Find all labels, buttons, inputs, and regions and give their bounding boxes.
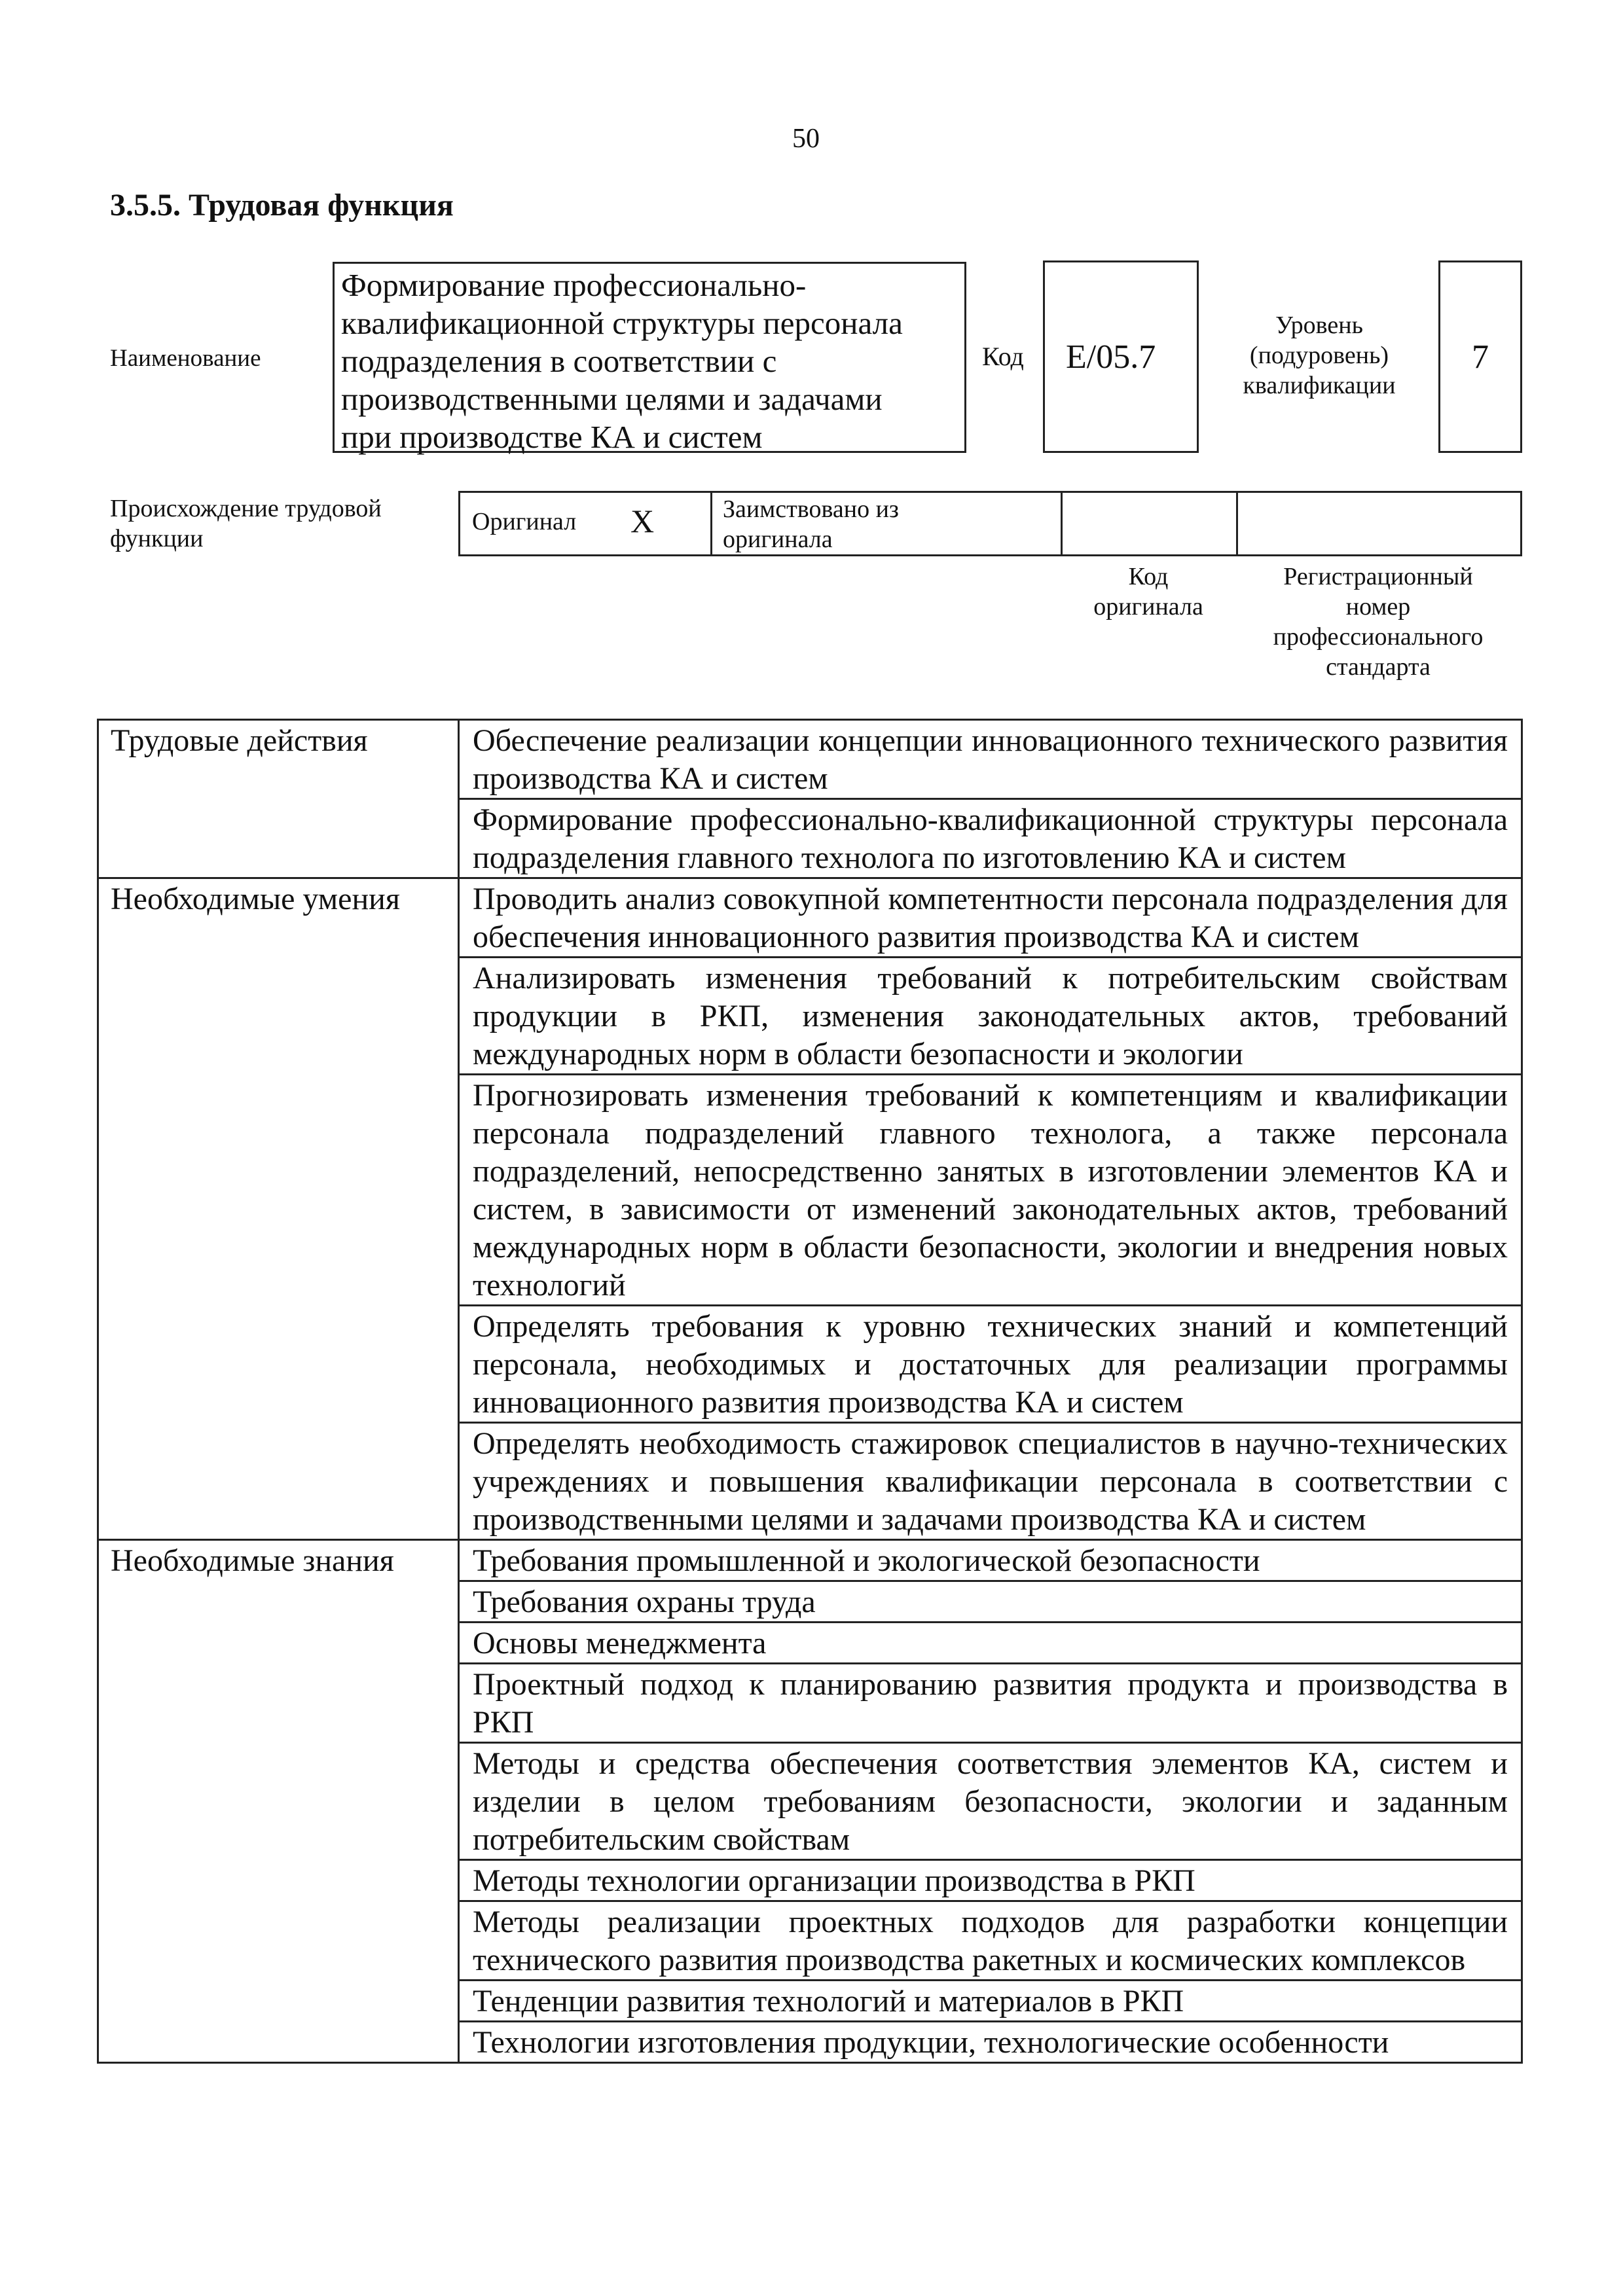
item-cell: Технологии изготовления продукции, технологические особенности (459, 2022, 1522, 2063)
level-label-line: Уровень (1275, 312, 1363, 339)
original-mark: X (630, 503, 655, 539)
reg-caption-line: номер (1345, 593, 1411, 620)
code-label: Код (982, 342, 1024, 371)
level-value-box (1438, 260, 1522, 453)
item-cell: Основы менеджмента (459, 1623, 1522, 1664)
table-row (98, 878, 1522, 958)
name-label: Наименование (110, 345, 261, 372)
level-label-line: квалификации (1243, 372, 1396, 399)
level-label (1211, 310, 1427, 401)
category-cell: Трудовые действия (98, 720, 459, 878)
reg-caption (1236, 562, 1520, 682)
item-cell: Проводить анализ совокупной компетентности персонала подразделения для обеспечения инновационного развития производства КА и систем (459, 878, 1522, 958)
function-name-line: Формирование профессионально- (341, 267, 807, 303)
item-cell: Методы реализации проектных подходов для разработки концепции технического развития производства ракетных и космических комплексов (459, 1901, 1522, 1981)
function-name-line: квалификационной структуры персонала (341, 305, 903, 341)
code-caption-line: оригинала (1093, 593, 1203, 620)
reg-caption-line: профессионального (1273, 623, 1484, 651)
borrowed-label (723, 494, 899, 554)
table-row (98, 720, 1522, 799)
origin-code-cell (1063, 493, 1238, 554)
function-name-line: при производстве КА и систем (341, 419, 763, 455)
item-cell: Обеспечение реализации концепции инновационного технического развития производства КА и систем (459, 720, 1522, 799)
origin-borrowed-cell (712, 493, 1063, 554)
item-cell: Прогнозировать изменения требований к компетенциям и квалификации персонала подразделений главного технолога, а также персонала подразделений, непосредственно занятых в изготовлении элементов КА и систем, в зависимости от изменений законодательных актов, требований международных норм в области безопасности, экологии и внедрения новых технологий (459, 1075, 1522, 1306)
table-row (98, 1540, 1522, 1581)
labor-function-table (97, 719, 1523, 2064)
item-cell: Требования промышленной и экологической безопасности (459, 1540, 1522, 1581)
origin-reg-cell (1238, 493, 1522, 554)
origin-label-line: Происхождение трудовой (110, 495, 382, 522)
origin-label (110, 493, 382, 554)
origin-label-line: функции (110, 525, 204, 552)
item-cell: Требования охраны труда (459, 1581, 1522, 1623)
category-cell: Необходимые знания (98, 1540, 459, 2063)
function-name-line: производственными целями и задачами (341, 381, 883, 417)
borrowed-label-line: Заимствовано из (723, 495, 899, 523)
code-caption (1061, 562, 1236, 622)
item-cell: Тенденции развития технологий и материалов в РКП (459, 1981, 1522, 2022)
item-cell: Определять требования к уровню технических знаний и компетенций персонала, необходимых и достаточных для реализации программы инновационного развития производства КА и систем (459, 1306, 1522, 1423)
category-cell: Необходимые умения (98, 878, 459, 1540)
function-name-line: подразделения в соответствии с (341, 343, 777, 379)
origin-original-cell (460, 493, 712, 554)
function-name-box (333, 262, 966, 453)
code-caption-line: Код (1128, 563, 1169, 590)
borrowed-label-line: оригинала (723, 526, 833, 553)
level-value: 7 (1472, 338, 1489, 376)
code-value-box (1043, 260, 1199, 453)
item-cell: Формирование профессионально-квалификационной структуры персонала подразделения главного технолога по изготовлению КА и систем (459, 799, 1522, 878)
item-cell: Определять необходимость стажировок специалистов в научно-технических учреждениях и повышения квалификации персонала в соответствии с производственными целями и задачами производства КА и систем (459, 1423, 1522, 1540)
code-value: E/05.7 (1066, 338, 1156, 376)
item-cell: Методы технологии организации производства в РКП (459, 1860, 1522, 1901)
section-heading: 3.5.5. Трудовая функция (110, 188, 454, 223)
reg-caption-line: Регистрационный (1283, 563, 1473, 590)
origin-table (458, 491, 1522, 556)
original-label: Оригинал (472, 508, 577, 535)
reg-caption-line: стандарта (1326, 653, 1431, 681)
page-number: 50 (792, 124, 820, 154)
item-cell: Методы и средства обеспечения соответствия элементов КА, систем и изделии в целом требованиям безопасности, экологии и заданным потребительским свойствам (459, 1743, 1522, 1860)
level-label-line: (подуровень) (1249, 342, 1389, 369)
item-cell: Проектный подход к планированию развития продукта и производства в РКП (459, 1664, 1522, 1743)
item-cell: Анализировать изменения требований к потребительским свойствам продукции в РКП, изменения законодательных актов, требований международных норм в области безопасности и экологии (459, 958, 1522, 1075)
